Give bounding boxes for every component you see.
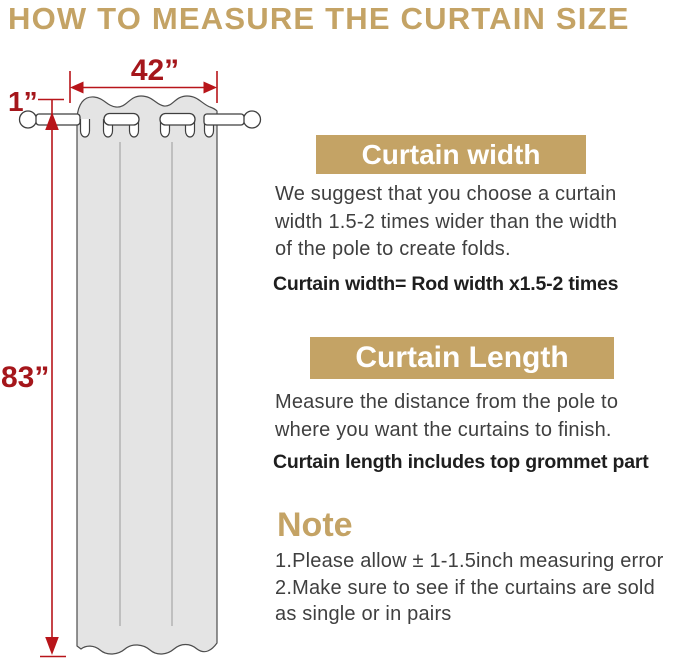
curtain-rod-segment bbox=[204, 114, 244, 125]
curtain-width-body-line: of the pole to create folds. bbox=[275, 238, 511, 261]
curtain-width-body bbox=[275, 181, 617, 264]
note-item: as single or in pairs bbox=[275, 603, 452, 625]
curtain-diagram bbox=[0, 0, 270, 661]
note-item: 2.Make sure to see if the curtains are sold bbox=[275, 576, 655, 599]
curtain-rod-segment bbox=[160, 114, 195, 126]
curtain-width-body-line: width 1.5-2 times wider than the width bbox=[275, 210, 618, 233]
curtain-width-body-line: We suggest that you choose a curtain bbox=[275, 183, 617, 205]
grommet-loop bbox=[81, 119, 90, 137]
length-dim-arrow-down bbox=[45, 637, 59, 655]
curtain-width-heading: Curtain width bbox=[316, 135, 586, 174]
rod-finial-right bbox=[244, 111, 261, 128]
curtain-length-body-line: where you want the curtains to finish. bbox=[275, 419, 612, 441]
curtain-rod-segment bbox=[104, 114, 139, 126]
curtain-length-body bbox=[275, 388, 618, 444]
curtain-length-formula: Curtain length includes top grommet part bbox=[273, 451, 649, 473]
width-dim-arrow-left bbox=[70, 82, 84, 94]
curtain-rod-segment bbox=[36, 114, 80, 125]
note-list bbox=[275, 548, 663, 628]
width-dim-arrow-right bbox=[204, 82, 218, 94]
curtain-width-formula: Curtain width= Rod width x1.5-2 times bbox=[273, 273, 619, 295]
curtain-panel bbox=[77, 96, 217, 654]
width-dim-label: 42” bbox=[130, 54, 180, 87]
note-heading: Note bbox=[277, 506, 353, 544]
length-dim-label: 83” bbox=[1, 361, 50, 394]
curtain-length-body-line: Measure the distance from the pole to bbox=[275, 391, 619, 413]
note-item: 1.Please allow ± 1-1.5inch measuring error bbox=[275, 550, 664, 572]
curtain-length-heading: Curtain Length bbox=[310, 337, 614, 379]
grommet-dim-label: 1” bbox=[8, 86, 38, 117]
page-title: HOW TO MEASURE THE CURTAIN SIZE bbox=[8, 1, 630, 36]
